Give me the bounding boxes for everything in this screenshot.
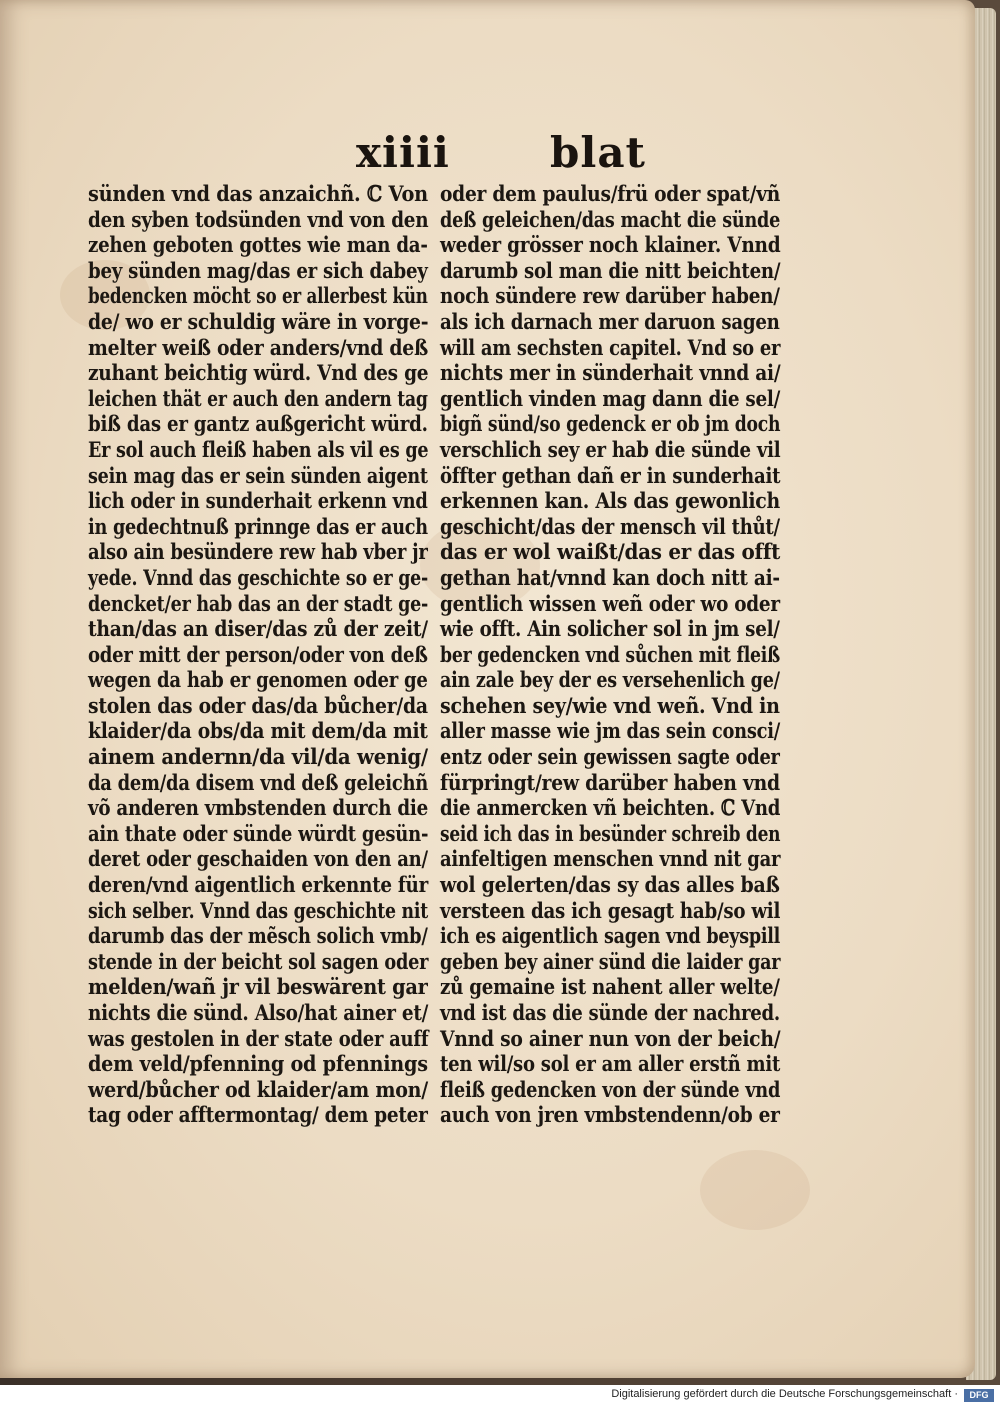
text-line: leichen thät er auch den andern tag — [88, 386, 428, 412]
text-line: dencket/er hab das an der stadt ge- — [88, 591, 429, 617]
text-line: tag oder afftermontag/ dem peter — [88, 1103, 428, 1129]
text-line: schehen sey/wie vnd weñ. Vnd in — [440, 693, 780, 719]
text-line: vnd ist das die sünde der nachred. — [440, 1001, 780, 1026]
text-line: zehen geboten gottes wie man da- — [88, 233, 428, 259]
text-line: wegen da hab er genomen oder ge — [88, 668, 428, 694]
funding-credit: Digitalisierung gefördert durch die Deutsche Forschungsgemeinschaft · — [611, 1388, 958, 1400]
text-line: entz oder sein gewissen sagte oder — [440, 745, 780, 771]
text-line: also ain besündere rew hab vber jr — [88, 540, 428, 566]
text-line: fürpringt/rew darüber haben vnd — [440, 770, 780, 796]
text-line: nichts mer in sünderhait vnnd ai/ — [440, 361, 781, 387]
text-line: deß geleichen/das macht die sünde — [440, 207, 781, 233]
text-line: aller masse wie jm das sein consci/ — [440, 719, 781, 745]
text-line: bey sünden mag/das er sich dabey — [88, 258, 428, 284]
text-line: klaider/da obs/da mit dem/da mit — [88, 719, 428, 745]
text-line: stolen das oder das/da bůcher/da — [88, 693, 428, 719]
text-line: ain zale bey der es versehenlich ge/ — [440, 668, 780, 694]
text-line: will am sechsten capitel. Vnd so er — [440, 335, 781, 361]
text-line: ainfeltigen menschen vnnd nit gar — [440, 847, 781, 873]
text-line: de/ wo er schuldig wäre in vorge- — [88, 309, 429, 335]
text-line: das er wol waißt/das er das offt — [440, 540, 781, 566]
text-line: gentlich wissen weñ oder wo oder — [440, 591, 780, 617]
text-line: die anmercken vñ beichten. ℂ Vnd — [440, 796, 781, 822]
text-line: als ich darnach mer daruon sagen — [440, 309, 780, 335]
text-line: ten wil/so sol er am aller erstñ mit — [440, 1052, 781, 1078]
text-line: melden/wañ jr vil beswärent gar — [88, 975, 428, 1001]
text-line: Er sol auch fleiß haben als vil es ge — [88, 437, 429, 463]
text-line: võ anderen vmbstenden durch die — [88, 796, 428, 822]
text-line: biß das er gantz außgericht würd. — [88, 412, 428, 438]
text-line: in gedechtnuß prinnge das er auch — [88, 514, 428, 540]
text-line: bigñ sünd/so gedenck er ob jm doch — [440, 412, 781, 438]
text-line: oder dem paulus/frü oder spat/vñ — [440, 182, 781, 207]
text-line: sünden vnd das anzaichñ. ℂ Von — [88, 182, 428, 207]
text-line: melter weiß oder anders/vnd deß — [88, 335, 429, 361]
text-line: ich es aigentlich sagen vnd beyspill — [440, 924, 781, 950]
text-line: ainem andernn/da vil/da wenig/ — [88, 745, 428, 771]
text-line: Vnnd so ainer nun von der beich/ — [440, 1026, 781, 1052]
running-title: blat — [550, 128, 646, 177]
text-line: deren/vnd aigentlich erkennte für — [88, 873, 429, 899]
text-line: sein mag das er sein sünden aigent — [88, 463, 428, 489]
left-text-column — [88, 182, 433, 1129]
text-line: bedencken möcht so er allerbest kün — [88, 284, 428, 310]
page-header — [340, 128, 646, 178]
right-text-column — [440, 182, 785, 1129]
text-line: verschlich sey er hab die sünde vil — [440, 437, 781, 463]
folio-number: xiiii — [356, 128, 450, 177]
text-line: was gestolen in der state oder auff — [88, 1026, 429, 1052]
text-line: ber gedencken vnd sůchen mit fleiß — [440, 642, 780, 668]
text-line: geben bey ainer sünd die laider gar — [440, 949, 781, 975]
text-line: gentlich vinden mag dann die sel/ — [440, 386, 781, 412]
text-line: dem veld/pfenning od pfennings — [88, 1052, 428, 1078]
text-line: weder grösser noch klainer. Vnnd — [440, 233, 781, 259]
text-line: zů gemaine ist nahent aller welte/ — [440, 975, 780, 1001]
paper-stain — [700, 1150, 810, 1230]
dfg-logo-icon: DFG — [964, 1389, 994, 1402]
text-line: den syben todsünden vnd von den — [88, 207, 429, 233]
text-line: noch sündere rew darüber haben/ — [440, 284, 780, 310]
text-line: da dem/da disem vnd deß geleichñ — [88, 770, 429, 796]
text-line: ain thate oder sünde würdt gesün- — [88, 821, 429, 847]
text-line: auch von jren vmbstendenn/ob er — [440, 1103, 780, 1129]
text-line: stende in der beicht sol sagen oder — [88, 949, 429, 975]
text-line: oder mitt der person/oder von deß — [88, 642, 428, 668]
text-line: wie offt. Ain solicher sol in jm sel/ — [440, 617, 780, 643]
text-line: deret oder geschaiden von den an/ — [88, 847, 428, 873]
text-line: geschicht/das der mensch vil thůt/ — [440, 514, 780, 540]
text-line: nichts die sünd. Also/hat ainer et/ — [88, 1001, 429, 1026]
footer-bar — [0, 1385, 1000, 1406]
text-line: than/das an diser/das zů der zeit/ — [88, 617, 428, 643]
text-line: fleiß gedencken von der sünde vnd — [440, 1077, 781, 1103]
text-line: wol gelerten/das sy das alles baß — [440, 873, 780, 899]
text-line: erkennen kan. Als das gewonlich — [440, 489, 781, 515]
text-line: öffter gethan dañ er in sunderhait — [440, 463, 781, 489]
text-line: darumb das der mẽsch solich vmb/ — [88, 924, 428, 950]
text-line: darumb sol man die nitt beichten/ — [440, 258, 781, 284]
text-line: versteen das ich gesagt hab/so wil — [440, 898, 781, 924]
text-line: yede. Vnnd das geschichte so er ge- — [88, 565, 428, 591]
text-line: seid ich das in besünder schreib den — [440, 821, 781, 847]
text-line: werd/bůcher od klaider/am mon/ — [88, 1077, 428, 1103]
text-line: zuhant beichtig würd. Vnd des ge — [88, 361, 429, 387]
text-line: lich oder in sunderhait erkenn vnd — [88, 489, 428, 515]
text-line: gethan hat/vnnd kan doch nitt ai- — [440, 565, 780, 591]
text-line: sich selber. Vnnd das geschichte nit — [88, 898, 428, 924]
